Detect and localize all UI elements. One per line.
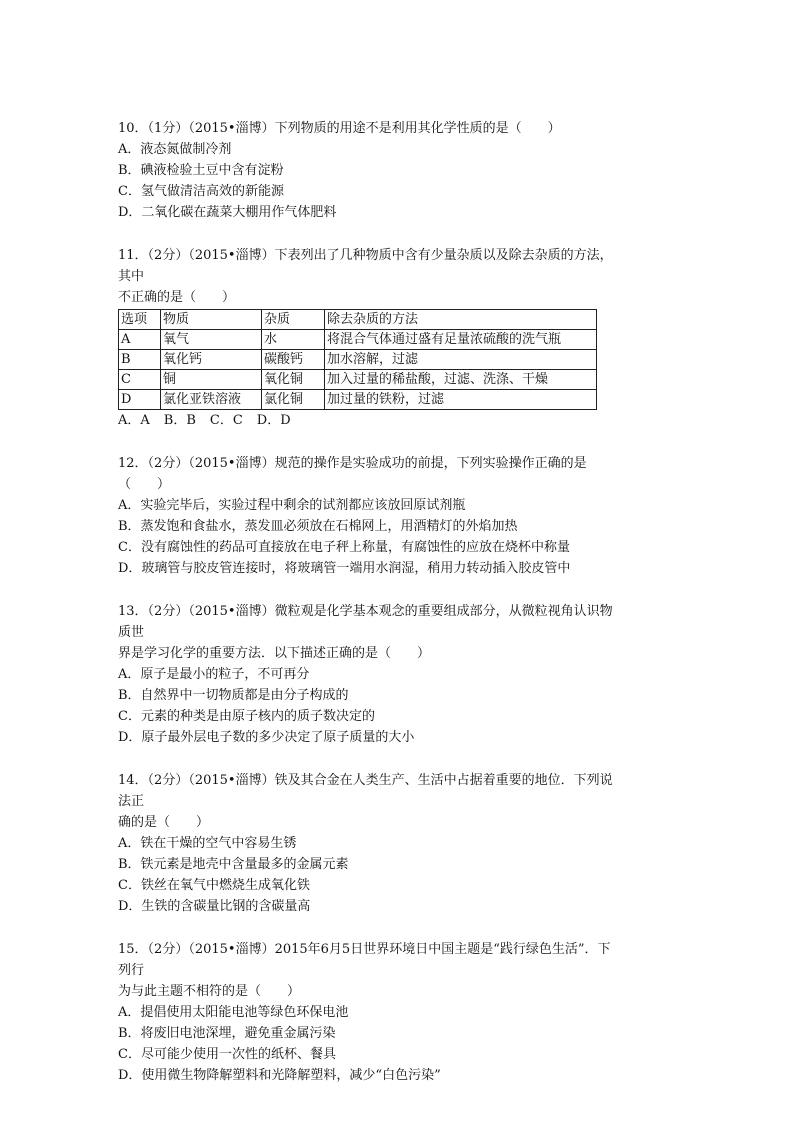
question-12 bbox=[118, 453, 618, 579]
option-b: B．将废旧电池深埋，避免重金属污染 bbox=[118, 1026, 336, 1041]
question-stem-cont: 为与此主题不相符的是（ ） bbox=[118, 984, 301, 999]
question-11 bbox=[118, 245, 618, 431]
option-a: A．铁在干燥的空气中容易生锈 bbox=[118, 836, 297, 851]
question-stem: 14．（2分）（2015•淄博）铁及其合金在人类生产、生活中占据着重要的地位．下列说法正 bbox=[118, 773, 613, 809]
question-15 bbox=[118, 939, 618, 1086]
option-c: C．元素的种类是由原子核内的质子数决定的 bbox=[118, 709, 375, 724]
question-14 bbox=[118, 770, 618, 917]
question-13 bbox=[118, 601, 618, 748]
option-d: D．使用微生物降解塑料和光降解塑料，减少“白色污染” bbox=[118, 1068, 441, 1083]
question-stem: 15．（2分）（2015•淄博）2015年6月5日世界环境日中国主题是“践行绿色生活”．下列行 bbox=[118, 942, 611, 978]
table-header-cell: 选项 bbox=[119, 310, 161, 330]
option-a: A．A bbox=[118, 413, 150, 428]
table-cell: 氧化铜 bbox=[262, 370, 325, 390]
table-header-row bbox=[119, 310, 597, 330]
table-cell: 铜 bbox=[161, 370, 262, 390]
option-b: B．B bbox=[163, 413, 196, 428]
table-row bbox=[119, 370, 597, 390]
question-stem: 13．（2分）（2015•淄博）微粒观是化学基本观念的重要组成部分，从微粒视角认识物质世 bbox=[118, 604, 613, 640]
answer-choices bbox=[118, 410, 618, 431]
question-stem: 10．（1分）（2015•淄博）下列物质的用途不是利用其化学性质的是（ ） bbox=[118, 121, 561, 136]
table-cell: 氯化亚铁溶液 bbox=[161, 390, 262, 410]
option-b: B．蒸发饱和食盐水，蒸发皿必须放在石棉网上，用酒精灯的外焰加热 bbox=[118, 519, 518, 534]
table-header-cell: 杂质 bbox=[262, 310, 325, 330]
option-d: D．原子最外层电子数的多少决定了原子质量的大小 bbox=[118, 730, 415, 745]
option-d: D．D bbox=[256, 413, 291, 428]
question-stem-cont: 确的是（ ） bbox=[118, 815, 210, 830]
option-d: D．二氧化碳在蔬菜大棚用作气体肥料 bbox=[118, 205, 337, 220]
option-d: D．生铁的含碳量比钢的含碳量高 bbox=[118, 899, 311, 914]
option-b: B．碘液检验土豆中含有淀粉 bbox=[118, 163, 284, 178]
table-cell: D bbox=[119, 390, 161, 410]
table-row bbox=[119, 390, 597, 410]
option-c: C．氢气做清洁高效的新能源 bbox=[118, 184, 284, 199]
option-d: D．玻璃管与胶皮管连接时，将玻璃管一端用水润湿，稍用力转动插入胶皮管中 bbox=[118, 561, 571, 576]
option-b: B．自然界中一切物质都是由分子构成的 bbox=[118, 688, 349, 703]
option-c: C．铁丝在氧气中燃烧生成氧化铁 bbox=[118, 878, 310, 893]
question-stem: 11．（2分）（2015•淄博）下表列出了几种物质中含有少量杂质以及除去杂质的方法，其中 bbox=[118, 248, 613, 284]
table-cell: C bbox=[119, 370, 161, 390]
table-cell: 氧气 bbox=[161, 330, 262, 350]
question-stem-cont: 界是学习化学的重要方法．以下描述正确的是（ ） bbox=[118, 646, 431, 661]
table-cell: A bbox=[119, 330, 161, 350]
table-cell: 加水溶解，过滤 bbox=[325, 350, 597, 370]
question-stem-cont: 不正确的是（ ） bbox=[118, 290, 236, 305]
question-stem: 12．（2分）（2015•淄博）规范的操作是实验成功的前提，下列实验操作正确的是（ ） bbox=[118, 456, 587, 492]
impurity-table bbox=[118, 309, 597, 410]
table-header-cell: 物质 bbox=[161, 310, 262, 330]
table-row bbox=[119, 330, 597, 350]
option-a: A．液态氮做制冷剂 bbox=[118, 142, 232, 157]
table-cell: B bbox=[119, 350, 161, 370]
table-cell: 氯化铜 bbox=[262, 390, 325, 410]
table-row bbox=[119, 350, 597, 370]
exam-page bbox=[118, 118, 618, 1086]
table-cell: 加入过量的稀盐酸，过滤、洗涤、干燥 bbox=[325, 370, 597, 390]
table-cell: 水 bbox=[262, 330, 325, 350]
option-a: A．实验完毕后，实验过程中剩余的试剂都应该放回原试剂瓶 bbox=[118, 498, 466, 513]
question-10 bbox=[118, 118, 618, 223]
option-c: C．C bbox=[209, 413, 243, 428]
option-b: B．铁元素是地壳中含量最多的金属元素 bbox=[118, 857, 349, 872]
table-cell: 加过量的铁粉，过滤 bbox=[325, 390, 597, 410]
option-c: C．没有腐蚀性的药品可直接放在电子秤上称量，有腐蚀性的应放在烧杯中称量 bbox=[118, 540, 570, 555]
table-cell: 将混合气体通过盛有足量浓硫酸的洗气瓶 bbox=[325, 330, 597, 350]
option-a: A．提倡使用太阳能电池等绿色环保电池 bbox=[118, 1005, 349, 1020]
table-cell: 碳酸钙 bbox=[262, 350, 325, 370]
option-c: C．尽可能少使用一次性的纸杯、餐具 bbox=[118, 1047, 336, 1062]
table-cell: 氧化钙 bbox=[161, 350, 262, 370]
table-header-cell: 除去杂质的方法 bbox=[325, 310, 597, 330]
option-a: A．原子是最小的粒子，不可再分 bbox=[118, 667, 310, 682]
